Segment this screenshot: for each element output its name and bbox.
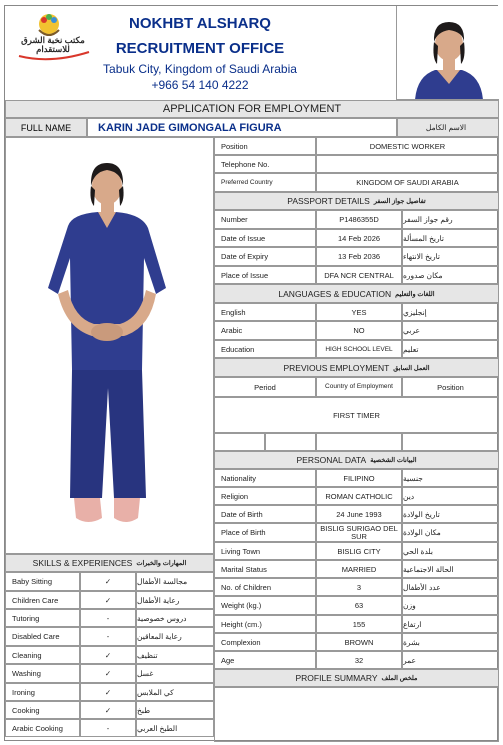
place-of-birth-label — [214, 523, 316, 542]
religion-value-text: ROMAN CATHOLIC — [325, 491, 393, 501]
weight-value-text: 63 — [354, 601, 364, 610]
skill-cooking-check-icon: ✓ — [104, 705, 112, 715]
skill-cleaning-text: Cleaning — [12, 650, 42, 660]
marital-status-arabic — [402, 560, 499, 578]
full-name-arabic — [397, 118, 499, 137]
passport-number-arabic — [402, 210, 499, 229]
marital-status-value — [316, 560, 402, 578]
place-of-issue-value-text: DFA NCR CENTRAL — [324, 270, 394, 280]
place-of-issue-arabic — [402, 266, 499, 284]
education-label — [214, 340, 316, 358]
skill-baby-sitting-text: Baby Sitting — [12, 577, 53, 586]
languages-header-arabic: اللغات والتعليم — [395, 290, 435, 298]
education-arabic — [402, 340, 499, 358]
first-timer-note — [214, 397, 499, 433]
skill-tutoring-mark — [80, 609, 136, 627]
passport-number-label — [214, 210, 316, 229]
living-town-arabic — [402, 542, 499, 560]
marital-status-value-text: MARRIED — [341, 564, 377, 574]
skill-baby-sitting-check-icon: ✓ — [104, 577, 112, 586]
date-of-birth-arabic — [402, 505, 499, 523]
religion-value — [316, 487, 402, 505]
skill-disabled-care-label — [5, 627, 80, 646]
height-arabic-text: ارتفاع — [403, 619, 422, 629]
skill-ironing-arabic-text: كي الملابس — [137, 687, 174, 697]
religion-label — [214, 487, 316, 505]
office-location: Tabuk City, Kingdom of Saudi Arabia — [103, 62, 297, 76]
skill-cleaning-check-icon: ✓ — [104, 650, 112, 660]
skill-arabic-cooking-arabic-text: الطبخ العربي — [137, 723, 178, 733]
skill-washing-label — [5, 664, 80, 683]
living-town-value-text: BISLIG CITY — [337, 546, 381, 556]
place-of-birth-arabic-text: مكان الولادة — [403, 528, 441, 537]
full-name-label-text: FULL NAME — [20, 122, 72, 133]
skill-children-care-check-icon: ✓ — [104, 595, 112, 605]
skill-cleaning-mark — [80, 646, 136, 664]
height-arabic — [402, 615, 499, 633]
skills-header-text: SKILLS & EXPERIENCES — [32, 558, 133, 568]
arabic-label-text: Arabic — [221, 326, 243, 335]
children-label — [214, 578, 316, 596]
col-period-text: Period — [254, 382, 276, 392]
skill-cleaning-arabic — [136, 646, 214, 664]
date-of-issue-value-text: 14 Feb 2026 — [337, 233, 381, 243]
languages-header — [214, 284, 499, 303]
skill-arabic-cooking-arabic — [136, 719, 214, 737]
nationality-value-text: FILIPINO — [343, 473, 375, 483]
preferred-country-label — [214, 173, 316, 192]
full-body-photo-icon — [6, 138, 215, 555]
date-of-birth-value-text: 24 June 1993 — [336, 509, 382, 519]
skill-ironing-arabic — [136, 683, 214, 701]
place-of-birth-value-text: BISLIG SURIGAO DEL SUR — [320, 523, 398, 541]
date-of-birth-value — [316, 505, 402, 523]
weight-label — [214, 596, 316, 615]
skill-tutoring-label — [5, 609, 80, 627]
preferred-country-value — [316, 173, 499, 192]
living-town-label — [214, 542, 316, 560]
office-name-line1: NOKHBT ALSHARQ — [129, 15, 271, 32]
date-of-issue-arabic — [402, 229, 499, 247]
applicant-headshot — [396, 6, 499, 100]
height-label-text: Height (cm.) — [221, 619, 262, 629]
living-town-label-text: Living Town — [221, 546, 261, 556]
english-value — [316, 303, 402, 321]
place-of-issue-value — [316, 266, 402, 284]
skill-cooking-label — [5, 701, 80, 719]
english-value-text: YES — [351, 307, 367, 317]
age-value — [316, 651, 402, 669]
passport-header-text: PASSPORT DETAILS — [287, 196, 370, 206]
passport-number-arabic-text: رقم جواز السفر — [403, 215, 453, 224]
skill-disabled-care-arabic-text: رعاية المعاقين — [137, 632, 182, 641]
date-of-issue-value — [316, 229, 402, 247]
skill-arabic-cooking-text: Arabic Cooking — [12, 723, 63, 733]
children-arabic-text: عدد الأطفال — [403, 582, 441, 592]
passport-header — [214, 192, 499, 210]
date-of-issue-label — [214, 229, 316, 247]
date-of-issue-arabic-text: تاريخ المسألة — [403, 233, 444, 243]
skill-washing-arabic-text: غسل — [137, 669, 154, 678]
marital-status-arabic-text: الحالة الاجتماعية — [403, 564, 454, 574]
passport-header-arabic: تفاصيل جواز السفر — [373, 198, 426, 205]
skill-tutoring-arabic — [136, 609, 214, 627]
children-label-text: No. of Children — [221, 582, 272, 592]
skill-baby-sitting-mark — [80, 572, 136, 591]
preferred-country-label-text: Preferred Country — [221, 179, 273, 186]
english-arabic — [402, 303, 499, 321]
logo-text: مكتب نخبة الشرق للاستقدام — [21, 35, 85, 55]
marital-status-label-text: Marital Status — [221, 564, 267, 574]
english-label — [214, 303, 316, 321]
skills-header-arabic: المهارات والخبرات — [136, 560, 187, 567]
skill-cooking-arabic-text: طبخ — [137, 705, 151, 715]
skill-ironing-label — [5, 683, 80, 701]
office-name-line2: RECRUITMENT OFFICE — [115, 40, 285, 57]
personal-data-header-arabic: البيانات الشخصية — [370, 457, 417, 464]
skill-disabled-care-mark — [80, 627, 136, 646]
position-value — [316, 137, 499, 155]
skill-washing-check-icon: ✓ — [104, 669, 112, 678]
living-town-value — [316, 542, 402, 560]
preferred-country-value-text: KINGDOM OF SAUDI ARABIA — [356, 178, 459, 187]
employment-blank-2 — [265, 433, 316, 451]
place-of-birth-arabic — [402, 523, 499, 542]
full-name-label — [5, 118, 87, 137]
age-label-text: Age — [221, 655, 235, 665]
religion-label-text: Religion — [221, 491, 249, 501]
date-of-expiry-arabic-text: تاريخ الانتهاء — [403, 252, 440, 261]
previous-employment-header-text: PREVIOUS EMPLOYMENT — [283, 362, 390, 373]
employment-blank-3 — [316, 433, 402, 451]
profile-summary-header-arabic: ملخص الملف — [381, 675, 418, 682]
nationality-arabic-text: جنسية — [403, 473, 423, 483]
height-label — [214, 615, 316, 633]
date-of-birth-label-text: Date of Birth — [221, 509, 263, 519]
skill-children-care-text: Children Care — [12, 595, 59, 605]
application-title-text: APPLICATION FOR EMPLOYMENT — [162, 103, 342, 115]
skill-children-care-arabic-text: رعاية الأطفال — [137, 595, 180, 605]
date-of-expiry-label — [214, 247, 316, 266]
skill-tutoring-text: Tutoring — [12, 613, 40, 623]
skill-arabic-cooking-mark — [80, 719, 136, 737]
headshot-portrait-icon — [397, 6, 499, 100]
col-period — [214, 377, 316, 397]
weight-value — [316, 596, 402, 615]
height-value-text: 155 — [352, 619, 366, 629]
height-value — [316, 615, 402, 633]
passport-number-value-text: P1486355D — [339, 215, 379, 224]
skill-arabic-cooking-label — [5, 719, 80, 737]
age-label — [214, 651, 316, 669]
skill-washing-mark — [80, 664, 136, 683]
first-timer-note-text: FIRST TIMER — [333, 410, 380, 420]
arabic-value-text: NO — [353, 326, 365, 335]
position-value-text: DOMESTIC WORKER — [369, 141, 446, 151]
telephone-label-text: Telephone No. — [221, 159, 270, 169]
skill-cleaning-label — [5, 646, 80, 664]
english-label-text: English — [221, 307, 246, 317]
col-country-text: Country of Employment — [325, 382, 393, 390]
date-of-expiry-value-text: 13 Feb 2036 — [337, 252, 381, 261]
personal-data-header-text: PERSONAL DATA — [296, 455, 367, 465]
children-value-text: 3 — [356, 582, 362, 592]
date-of-expiry-label-text: Date of Expiry — [221, 252, 269, 261]
skill-cooking-text: Cooking — [12, 705, 40, 715]
place-of-issue-label — [214, 266, 316, 284]
skill-disabled-care-text: Disabled Care — [12, 632, 60, 641]
skill-cooking-mark — [80, 701, 136, 719]
complexion-value — [316, 633, 402, 651]
skill-ironing-text: Ironing — [12, 687, 35, 697]
skill-children-care-arabic — [136, 591, 214, 609]
arabic-arabic-text: عربي — [403, 326, 420, 335]
skill-baby-sitting-arabic-text: مجالسة الأطفال — [137, 577, 188, 586]
full-name-arabic-text: الاسم الكامل — [425, 123, 467, 132]
place-of-issue-arabic-text: مكان صدوره — [403, 270, 443, 280]
skill-ironing-check-icon: ✓ — [104, 687, 112, 697]
english-arabic-text: إنجليزي — [403, 307, 427, 317]
skill-washing-arabic — [136, 664, 214, 683]
personal-data-header — [214, 451, 499, 469]
skill-children-care-label — [5, 591, 80, 609]
marital-status-label — [214, 560, 316, 578]
telephone-value — [316, 155, 499, 173]
complexion-label — [214, 633, 316, 651]
office-logo — [11, 10, 95, 66]
place-of-birth-label-text: Place of Birth — [221, 528, 266, 537]
col-country — [316, 377, 402, 397]
full-name-value-text: KARIN JADE GIMONGALA FIGURA — [98, 121, 282, 134]
profile-summary-header-text: PROFILE SUMMARY — [295, 673, 378, 683]
date-of-expiry-arabic — [402, 247, 499, 266]
age-value-text: 32 — [354, 655, 364, 665]
full-name-value — [87, 118, 397, 137]
religion-arabic-text: دين — [403, 491, 415, 501]
telephone-label — [214, 155, 316, 173]
weight-arabic — [402, 596, 499, 615]
previous-employment-header-arabic: العمل السابق — [393, 364, 430, 372]
religion-arabic — [402, 487, 499, 505]
employment-blank-1 — [214, 433, 265, 451]
col-position-text: Position — [437, 382, 464, 392]
complexion-label-text: Complexion — [221, 637, 261, 647]
skill-arabic-cooking-dash-icon: - — [106, 723, 110, 733]
children-value — [316, 578, 402, 596]
skill-washing-text: Washing — [12, 669, 41, 678]
arabic-arabic — [402, 321, 499, 340]
arabic-value — [316, 321, 402, 340]
date-of-birth-arabic-text: تاريخ الولادة — [403, 509, 440, 519]
profile-summary-header — [214, 669, 499, 687]
skill-baby-sitting-arabic — [136, 572, 214, 591]
nationality-label — [214, 469, 316, 487]
children-arabic — [402, 578, 499, 596]
skills-header — [5, 554, 214, 572]
living-town-arabic-text: بلدة الحي — [403, 546, 433, 556]
education-arabic-text: تعليم — [403, 344, 419, 354]
col-position — [402, 377, 499, 397]
complexion-arabic — [402, 633, 499, 651]
place-of-birth-value — [316, 523, 402, 542]
previous-employment-header — [214, 358, 499, 377]
skill-ironing-mark — [80, 683, 136, 701]
complexion-arabic-text: بشرة — [403, 637, 420, 647]
skill-children-care-mark — [80, 591, 136, 609]
weight-label-text: Weight (kg.) — [221, 601, 262, 610]
profile-summary-body — [214, 687, 499, 742]
date-of-birth-label — [214, 505, 316, 523]
complexion-value-text: BROWN — [344, 637, 374, 647]
skill-tutoring-arabic-text: دروس خصوصية — [137, 613, 187, 623]
nationality-label-text: Nationality — [221, 473, 257, 483]
skill-cooking-arabic — [136, 701, 214, 719]
education-value-text: HIGH SCHOOL LEVEL — [325, 345, 393, 353]
skill-disabled-care-dash-icon: - — [106, 632, 110, 641]
languages-header-text: LANGUAGES & EDUCATION — [278, 288, 392, 299]
weight-arabic-text: وزن — [403, 601, 416, 610]
arabic-label — [214, 321, 316, 340]
nationality-arabic — [402, 469, 499, 487]
skill-baby-sitting-label — [5, 572, 80, 591]
application-title — [5, 100, 499, 118]
date-of-expiry-value — [316, 247, 402, 266]
skill-cleaning-arabic-text: تنظيف — [137, 650, 158, 660]
place-of-issue-label-text: Place of Issue — [221, 270, 269, 280]
application-form — [4, 5, 498, 741]
education-value — [316, 340, 402, 358]
age-arabic — [402, 651, 499, 669]
nationality-value — [316, 469, 402, 487]
passport-number-label-text: Number — [221, 215, 248, 224]
education-label-text: Education — [221, 344, 255, 354]
position-label-text: Position — [221, 141, 248, 151]
skill-tutoring-dash-icon: - — [106, 613, 110, 623]
position-label — [214, 137, 316, 155]
office-phone: +966 54 140 4222 — [151, 78, 249, 92]
age-arabic-text: عمر — [403, 655, 416, 665]
date-of-issue-label-text: Date of Issue — [221, 233, 266, 243]
passport-number-value — [316, 210, 402, 229]
employment-blank-4 — [402, 433, 499, 451]
applicant-full-photo — [5, 137, 214, 554]
skill-disabled-care-arabic — [136, 627, 214, 646]
